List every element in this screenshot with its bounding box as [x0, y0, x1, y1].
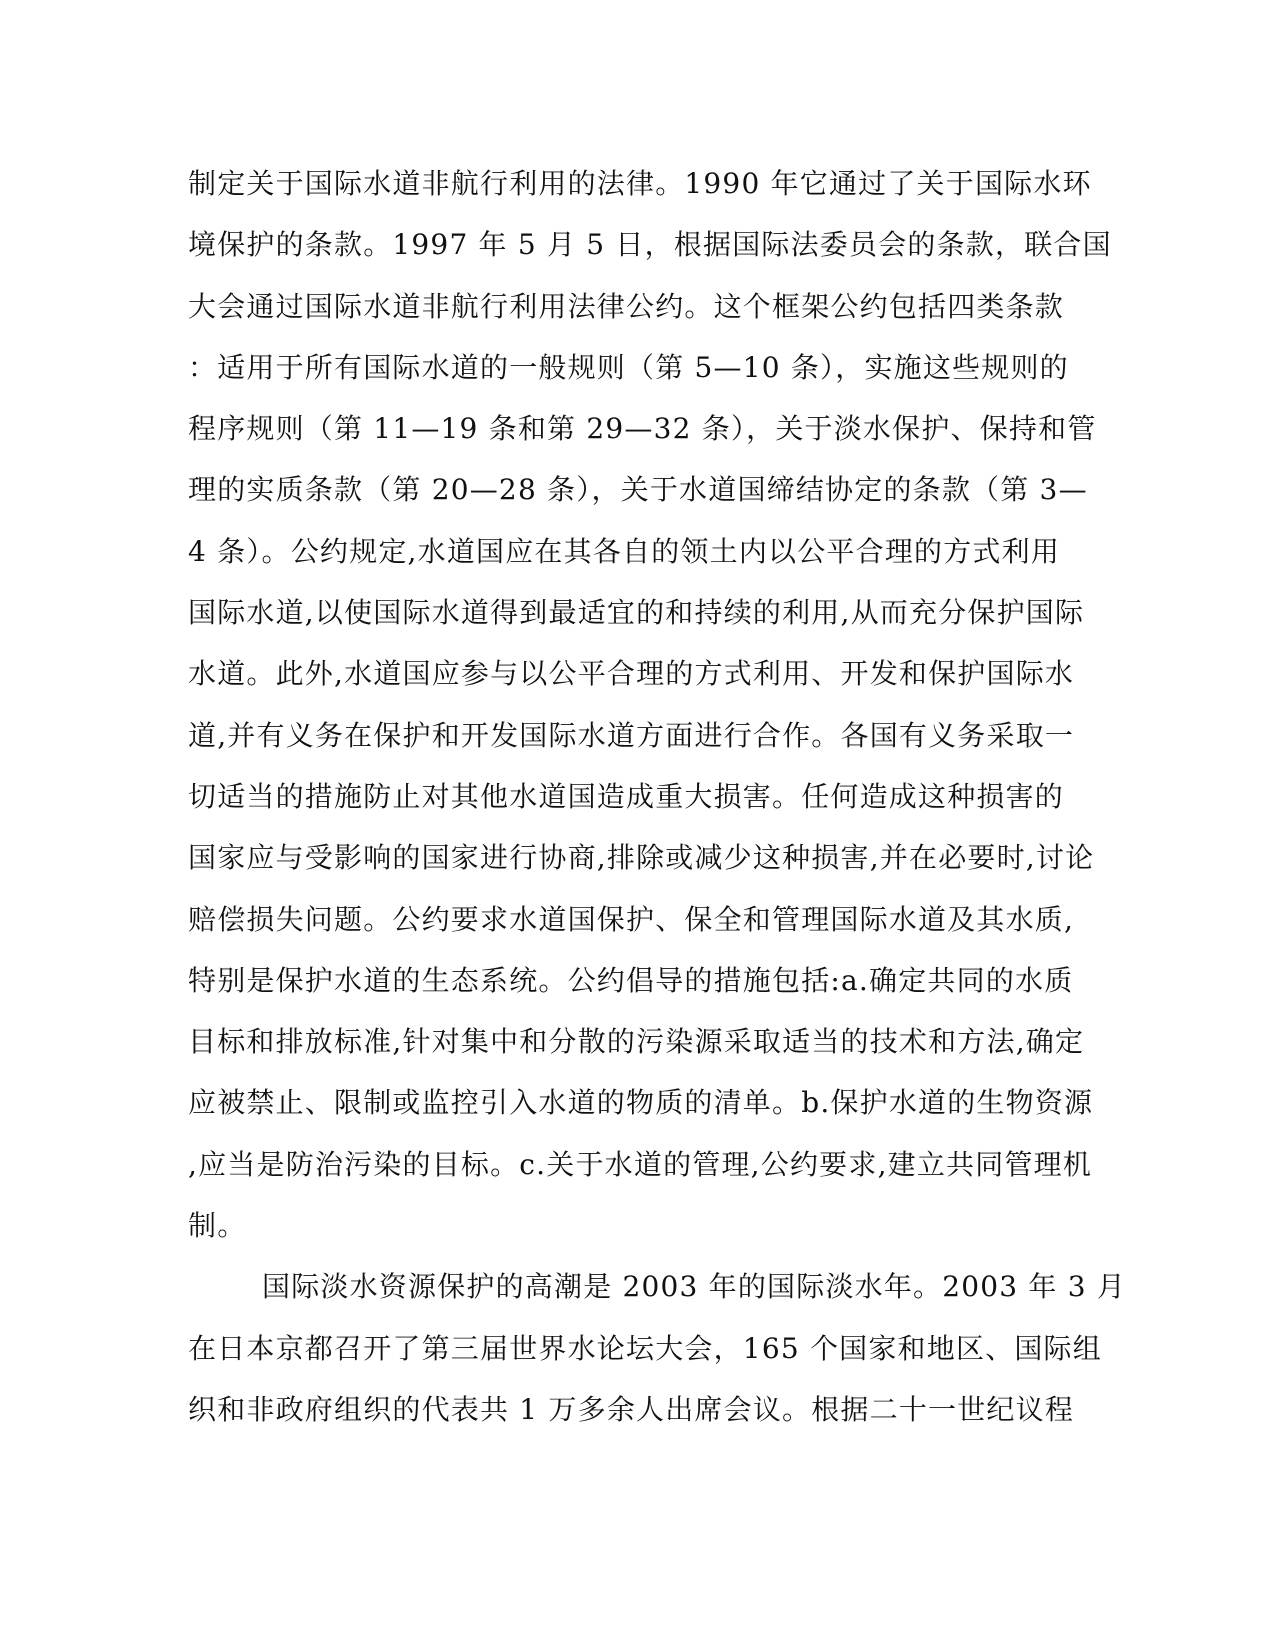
text-line: 赔偿损失问题。公约要求水道国保护、保全和管理国际水道及其水质, [188, 902, 1075, 936]
body-text [188, 165, 1127, 1452]
text-line: ,应当是防治污染的目标。c.关于水道的管理,公约要求,建立共同管理机 [188, 1147, 1093, 1181]
text-line: 制定关于国际水道非航行利用的法律。1990 年它通过了关于国际水环 [188, 167, 1092, 200]
text-line: 大会通过国际水道非航行利用法律公约。这个框架公约包括四类条款 [188, 289, 1065, 323]
text-line: 在日本京都召开了第三届世界水论坛大会，165 个国家和地区、国际组 [188, 1331, 1102, 1365]
text-line: 道,并有义务在保护和开发国际水道方面进行合作。各国有义务采取一 [188, 718, 1075, 752]
text-line: 程序规则（第 11—19 条和第 29—32 条），关于淡水保护、保持和管 [188, 412, 1097, 446]
text-line: 切适当的措施防止对其他水道国造成重大损害。任何造成这种损害的 [188, 779, 1065, 813]
text-line: 水道。此外,水道国应参与以公平合理的方式利用、开发和保护国际水 [188, 657, 1075, 691]
paragraph-start-line: 国际淡水资源保护的高潮是 2003 年的国际淡水年。2003 年 3 月 [262, 1270, 1127, 1304]
text-line: 国际水道,以使国际水道得到最适宜的和持续的利用,从而充分保护国际 [188, 596, 1085, 630]
text-line: 织和非政府组织的代表共 1 万多余人出席会议。根据二十一世纪议程 [188, 1392, 1075, 1426]
text-line: 特别是保护水道的生态系统。公约倡导的措施包括:a.确定共同的水质 [188, 963, 1074, 997]
text-line: ：适用于所有国际水道的一般规则（第 5—10 条），实施这些规则的 [188, 350, 1069, 384]
text-line: 制。 [188, 1209, 247, 1243]
text-line: 境保护的条款。1997 年 5 月 5 日，根据国际法委员会的条款，联合国 [188, 228, 1112, 262]
text-line: 理的实质条款（第 20—28 条），关于水道国缔结协定的条款（第 3— [188, 473, 1088, 507]
text-line: 国家应与受影响的国家进行协商,排除或减少这种损害,并在必要时,讨论 [188, 841, 1095, 875]
text-line: 应被禁止、限制或监控引入水道的物质的清单。b.保护水道的生物资源 [188, 1086, 1094, 1120]
text-line: 4 条）。公约规定,水道国应在其各自的领土内以公平合理的方式利用 [188, 534, 1061, 568]
text-line: 目标和排放标准,针对集中和分散的污染源采取适当的技术和方法,确定 [188, 1025, 1085, 1059]
